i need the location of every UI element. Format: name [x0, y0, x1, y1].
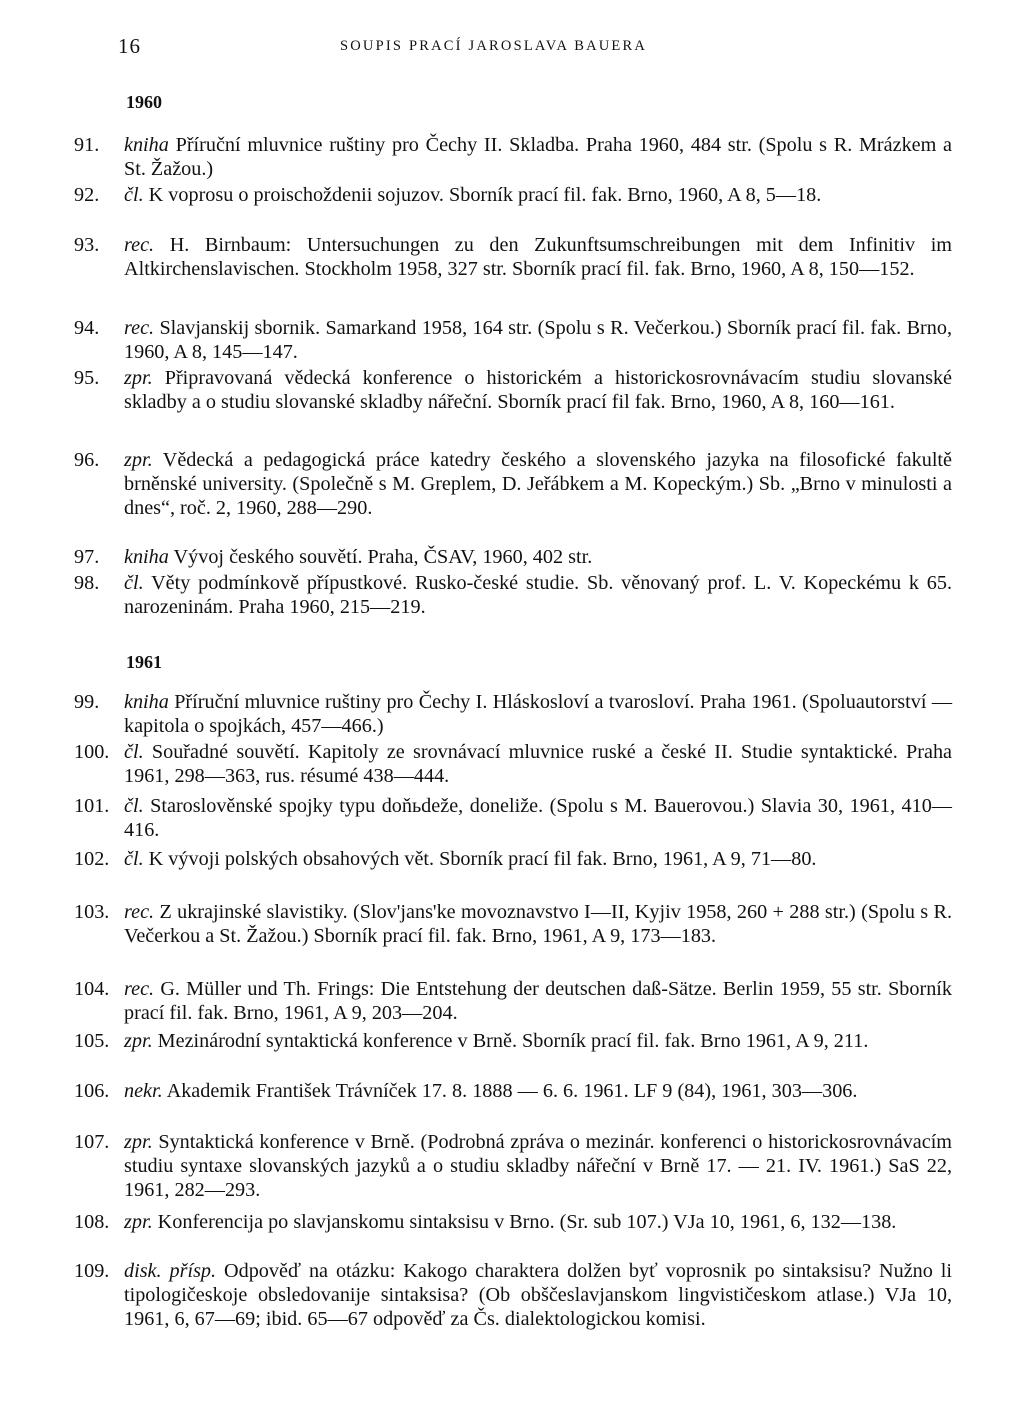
entry-text: H. Birnbaum: Untersuchungen zu den Zukunftsumschreibungen mit dem Infinitiv im Altkirchenslavischen. Stockholm 1958, 327 str. Sborník prací fil. fak. Brno, 1960, A 8, 150—152. — [124, 234, 953, 281]
bibliography-entry — [74, 571, 952, 619]
entry-number: 105. — [74, 1030, 110, 1052]
bibliography-entry — [74, 847, 952, 871]
bibliography-entry — [74, 690, 953, 738]
entry-text: Z ukrajinské slavistiky. (Slov'jans'ke movoznavstvo I—II, Kyjiv 1958, 260 + 288 str.) (Spolu s R. Večerkou a St. Žažou.) Sborník prací fil. fak. Brno, 1961, A 9, 173—183. — [124, 901, 952, 948]
page-number: 16 — [118, 34, 141, 58]
entry-type: zpr. — [124, 1030, 153, 1052]
entry-type: rec. — [124, 317, 155, 339]
bibliography-entry — [74, 1210, 952, 1234]
entry-type: čl. — [124, 848, 144, 870]
running-header — [118, 34, 948, 60]
entry-text: Věty podmínkově přípustkové. Rusko-české studie. Sb. věnovaný prof. L. V. Kopeckému k 65. narozeninám. Praha 1960, 215—219. — [124, 572, 952, 619]
bibliography-entry — [74, 448, 952, 521]
bibliography-entry — [74, 366, 953, 414]
entry-text: G. Müller und Th. Frings: Die Entstehung der deutschen daß-Sätze. Berlin 1959, 55 str. Sborník prací fil. fak. Brno, 1961, A 9, 203—204. — [124, 978, 952, 1025]
entry-type: čl. — [124, 741, 144, 763]
entry-number: 103. — [74, 901, 110, 923]
entry-text: Konferencija po slavjanskomu sintaksisu v Brno. (Sr. sub 107.) VJa 10, 1961, 6, 132—138. — [157, 1211, 897, 1233]
entry-number: 107. — [74, 1131, 110, 1153]
entry-number: 91. — [74, 134, 100, 156]
entry-number: 108. — [74, 1211, 110, 1233]
entry-type: zpr. — [124, 1131, 153, 1153]
year-heading-1961: 1961 — [126, 652, 162, 672]
entry-text: Odpověď na otázku: Kakogo charaktera dolžen byť voprosnik po sintaksisu? Nužno li tipologičeskoje obsledovanije sintaksisa? (Ob obščeslavjanskom lingvističeskom atlase.) VJa 10, 1961, 6, 67—69; ibid. 65—67 odpověď za Čs. dialektologickou komisi. — [124, 1260, 953, 1331]
entry-number: 106. — [74, 1080, 110, 1102]
entry-number: 94. — [74, 317, 100, 339]
entry-type: nekr. — [124, 1080, 163, 1102]
bibliography-entry — [74, 740, 953, 788]
running-title: SOUPIS PRACÍ JAROSLAVA BAUERA — [340, 38, 648, 54]
entry-text: Připravovaná vědecká konference o historickém a historickosrovnávacím studiu slovanské skladby a o studiu slovanské skladby nářeční. Sborník prací fil fak. Brno, 1960, A 8, 160—161. — [124, 367, 953, 414]
bibliography-entry — [74, 794, 952, 842]
bibliography-entry — [74, 1029, 952, 1053]
entry-number: 98. — [74, 572, 100, 594]
entry-type: zpr. — [124, 449, 153, 471]
entry-number: 97. — [74, 546, 100, 568]
entry-type: čl. — [124, 572, 144, 594]
entry-type: zpr. — [124, 1211, 153, 1233]
entry-number: 93. — [74, 234, 100, 256]
entry-type: disk. přísp. — [124, 1260, 217, 1282]
entry-text: Mezinárodní syntaktická konference v Brně. Sborník prací fil. fak. Brno 1961, A 9, 211. — [157, 1030, 869, 1052]
entry-text: Příruční mluvnice ruštiny pro Čechy I. Hláskosloví a tvarosloví. Praha 1961. (Spoluautorství — kapitola o spojkách, 457—466.) — [124, 691, 953, 738]
entry-type: rec. — [124, 234, 155, 256]
entry-type: zpr. — [124, 367, 153, 389]
bibliography-entry — [74, 1130, 952, 1203]
bibliography-entry — [74, 316, 952, 364]
entry-text: Staroslověnské spojky typu doňьdeže, doneliže. (Spolu s M. Bauerovou.) Slavia 30, 1961, 410—416. — [124, 795, 952, 842]
entry-text: K vývoji polských obsahových vět. Sborník prací fil fak. Brno, 1961, A 9, 71—80. — [148, 848, 817, 870]
bibliography-entry — [74, 1259, 953, 1332]
entry-number: 95. — [74, 367, 100, 389]
bibliography-entry — [74, 545, 952, 569]
entry-number: 104. — [74, 978, 110, 1000]
entry-type: kniha — [124, 134, 169, 156]
bibliography-entry — [74, 133, 953, 181]
entry-number: 96. — [74, 449, 100, 471]
entry-number: 102. — [74, 848, 110, 870]
entry-number: 109. — [74, 1260, 110, 1282]
entry-text: Akademik František Trávníček 17. 8. 1888 — 6. 6. 1961. LF 9 (84), 1961, 303—306. — [166, 1080, 858, 1102]
year-heading-1960: 1960 — [126, 92, 162, 112]
entry-number: 101. — [74, 795, 110, 817]
entry-type: čl. — [124, 795, 144, 817]
entry-type: kniha — [124, 691, 169, 713]
entry-number: 92. — [74, 184, 100, 206]
entry-number: 100. — [74, 741, 110, 763]
entry-type: rec. — [124, 978, 155, 1000]
entry-text: Vývoj českého souvětí. Praha, ČSAV, 1960, 402 str. — [173, 546, 593, 568]
entry-text: Vědecká a pedagogická práce katedry českého a slovenského jazyka na filosofické fakultě brněnské university. (Společně s M. Greplem, D. Jeřábkem a M. Kopeckým.) Sb. „Brno v minulosti a dnes“, roč. 2, 1960, 288—290. — [124, 449, 952, 520]
bibliography-entry — [74, 233, 953, 281]
entry-text: Příruční mluvnice ruštiny pro Čechy II. Skladba. Praha 1960, 484 str. (Spolu s R. Mrázkem a St. Žažou.) — [124, 134, 953, 181]
bibliography-entry — [74, 183, 952, 207]
entry-type: čl. — [124, 184, 144, 206]
bibliography-entry — [74, 1079, 952, 1103]
bibliography-entry — [74, 900, 952, 948]
entry-text: K voprosu o proischoždenii sojuzov. Sborník prací fil. fak. Brno, 1960, A 8, 5—18. — [148, 184, 822, 206]
entry-type: kniha — [124, 546, 169, 568]
entry-type: rec. — [124, 901, 155, 923]
entry-number: 99. — [74, 691, 100, 713]
entry-text: Souřadné souvětí. Kapitoly ze srovnávací mluvnice ruské a české II. Studie syntaktické. Praha 1961, 298—363, rus. résumé 438—444. — [124, 741, 953, 788]
bibliography-entry — [74, 977, 952, 1025]
entry-text: Slavjanskij sbornik. Samarkand 1958, 164 str. (Spolu s R. Večerkou.) Sborník prací fil. fak. Brno, 1960, A 8, 145—147. — [124, 317, 952, 364]
entry-text: Syntaktická konference v Brně. (Podrobná zpráva o mezinár. konferenci o historickosrovnávacím studiu syntaxe slovanských jazyků a o studiu skladby nářeční v Brně 17. — 21. IV. 1961.) SaS 22, 1961, 282—293. — [124, 1131, 952, 1202]
